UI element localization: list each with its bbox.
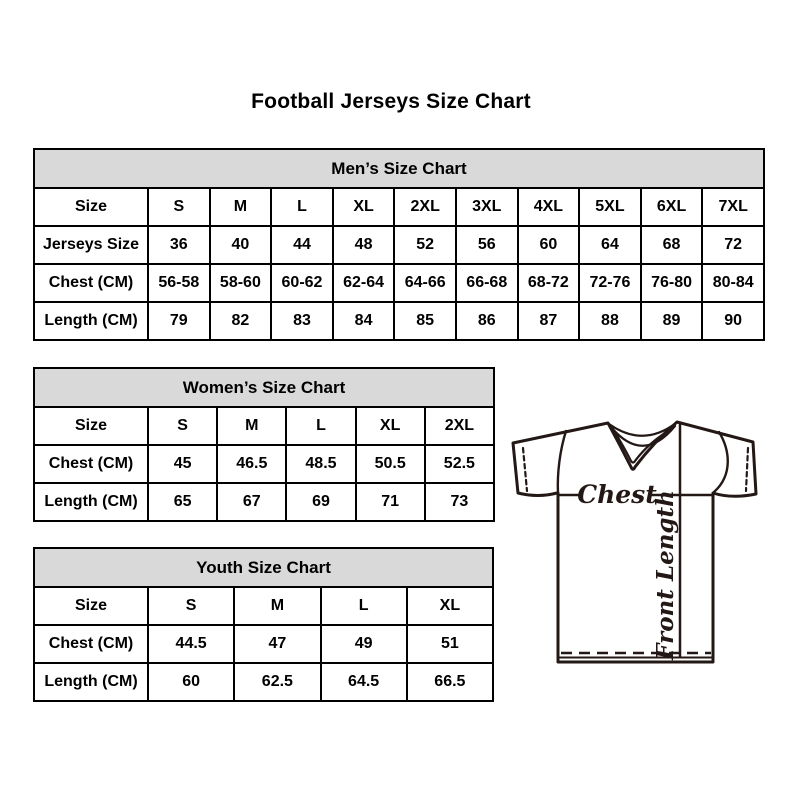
table-row bbox=[34, 663, 493, 701]
youth-size-table bbox=[33, 547, 494, 702]
cell-value: 90 bbox=[702, 302, 764, 340]
mens-size-table bbox=[33, 148, 765, 341]
cell-value: 2XL bbox=[394, 188, 456, 226]
cell-value: L bbox=[271, 188, 333, 226]
womens-size-table bbox=[33, 367, 495, 522]
row-label: Size bbox=[34, 407, 148, 445]
mens-table-title: Men’s Size Chart bbox=[34, 149, 764, 188]
cell-value: 85 bbox=[394, 302, 456, 340]
row-label: Size bbox=[34, 587, 148, 625]
row-label: Chest (CM) bbox=[34, 445, 148, 483]
table-row bbox=[34, 625, 493, 663]
cell-value: 62.5 bbox=[234, 663, 320, 701]
page-title: Football Jerseys Size Chart bbox=[251, 90, 531, 113]
cell-value: 88 bbox=[579, 302, 641, 340]
cell-value: 6XL bbox=[641, 188, 703, 226]
table-row bbox=[34, 445, 494, 483]
cell-value: 48.5 bbox=[286, 445, 355, 483]
cell-value: 3XL bbox=[456, 188, 518, 226]
row-label: Jerseys Size bbox=[34, 226, 148, 264]
cell-value: 69 bbox=[286, 483, 355, 521]
chest-label: Chest bbox=[577, 480, 657, 509]
cell-value: 62-64 bbox=[333, 264, 395, 302]
cell-value: 87 bbox=[518, 302, 580, 340]
cell-value: 58-60 bbox=[210, 264, 272, 302]
cell-value: XL bbox=[407, 587, 493, 625]
cell-value: 48 bbox=[333, 226, 395, 264]
cell-value: S bbox=[148, 587, 234, 625]
row-label: Chest (CM) bbox=[34, 264, 148, 302]
cell-value: 66.5 bbox=[407, 663, 493, 701]
cell-value: 60-62 bbox=[271, 264, 333, 302]
cell-value: S bbox=[148, 407, 217, 445]
table-row bbox=[34, 226, 764, 264]
cell-value: 64 bbox=[579, 226, 641, 264]
cell-value: M bbox=[210, 188, 272, 226]
cell-value: 45 bbox=[148, 445, 217, 483]
cell-value: 64-66 bbox=[394, 264, 456, 302]
cell-value: 65 bbox=[148, 483, 217, 521]
table-title-row bbox=[34, 368, 494, 407]
table-row bbox=[34, 188, 764, 226]
table-title-row bbox=[34, 149, 764, 188]
table-row bbox=[34, 264, 764, 302]
row-label: Length (CM) bbox=[34, 302, 148, 340]
cell-value: XL bbox=[356, 407, 425, 445]
cell-value: 44 bbox=[271, 226, 333, 264]
table-row bbox=[34, 483, 494, 521]
row-label: Size bbox=[34, 188, 148, 226]
front-length-label: Front Length bbox=[652, 490, 679, 660]
cell-value: 80-84 bbox=[702, 264, 764, 302]
row-label: Chest (CM) bbox=[34, 625, 148, 663]
cell-value: M bbox=[217, 407, 286, 445]
cell-value: 52 bbox=[394, 226, 456, 264]
cell-value: 4XL bbox=[518, 188, 580, 226]
cell-value: 86 bbox=[456, 302, 518, 340]
cell-value: 79 bbox=[148, 302, 210, 340]
cell-value: 40 bbox=[210, 226, 272, 264]
cell-value: 73 bbox=[425, 483, 494, 521]
youth-table-title: Youth Size Chart bbox=[34, 548, 493, 587]
cell-value: L bbox=[286, 407, 355, 445]
womens-table-title: Women’s Size Chart bbox=[34, 368, 494, 407]
cell-value: L bbox=[321, 587, 407, 625]
cell-value: 5XL bbox=[579, 188, 641, 226]
table-title-row bbox=[34, 548, 493, 587]
cell-value: 68-72 bbox=[518, 264, 580, 302]
cell-value: 82 bbox=[210, 302, 272, 340]
table-row bbox=[34, 587, 493, 625]
cell-value: 83 bbox=[271, 302, 333, 340]
cell-value: 36 bbox=[148, 226, 210, 264]
cell-value: 60 bbox=[518, 226, 580, 264]
cell-value: 47 bbox=[234, 625, 320, 663]
cell-value: M bbox=[234, 587, 320, 625]
cell-value: 7XL bbox=[702, 188, 764, 226]
jersey-outline bbox=[513, 422, 756, 662]
cell-value: 66-68 bbox=[456, 264, 518, 302]
row-label: Length (CM) bbox=[34, 483, 148, 521]
cell-value: 56-58 bbox=[148, 264, 210, 302]
row-label: Length (CM) bbox=[34, 663, 148, 701]
cell-value: 60 bbox=[148, 663, 234, 701]
cell-value: 46.5 bbox=[217, 445, 286, 483]
cell-value: 71 bbox=[356, 483, 425, 521]
cell-value: 67 bbox=[217, 483, 286, 521]
cell-value: 50.5 bbox=[356, 445, 425, 483]
table-row bbox=[34, 302, 764, 340]
cell-value: 72-76 bbox=[579, 264, 641, 302]
cell-value: 52.5 bbox=[425, 445, 494, 483]
cell-value: 72 bbox=[702, 226, 764, 264]
cell-value: 64.5 bbox=[321, 663, 407, 701]
cell-value: 89 bbox=[641, 302, 703, 340]
jersey-measurement-diagram bbox=[503, 415, 769, 670]
cell-value: 56 bbox=[456, 226, 518, 264]
cell-value: 49 bbox=[321, 625, 407, 663]
cell-value: 2XL bbox=[425, 407, 494, 445]
cell-value: 44.5 bbox=[148, 625, 234, 663]
cell-value: S bbox=[148, 188, 210, 226]
cell-value: XL bbox=[333, 188, 395, 226]
cell-value: 51 bbox=[407, 625, 493, 663]
cell-value: 76-80 bbox=[641, 264, 703, 302]
cell-value: 84 bbox=[333, 302, 395, 340]
table-row bbox=[34, 407, 494, 445]
cell-value: 68 bbox=[641, 226, 703, 264]
